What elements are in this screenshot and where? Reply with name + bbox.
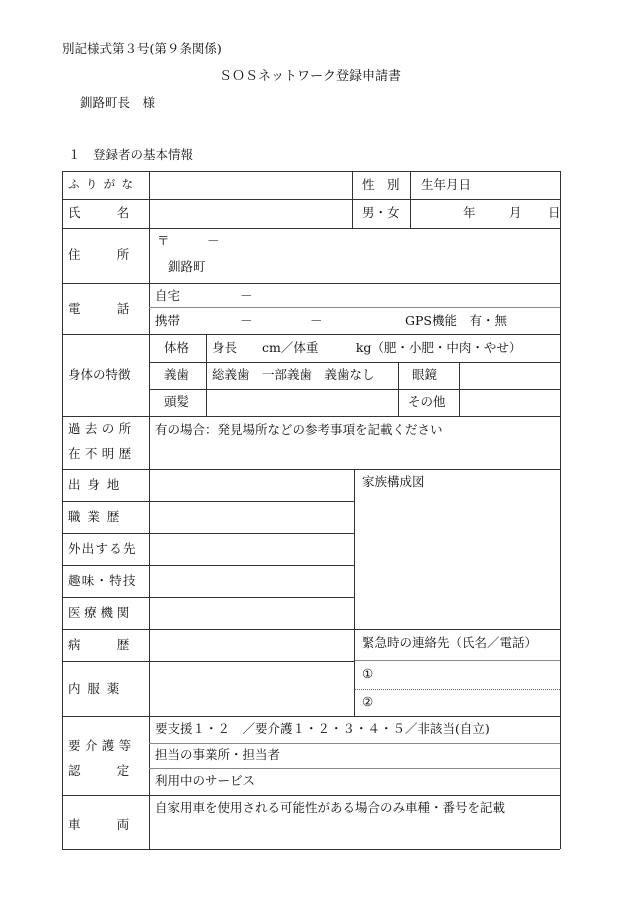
label-phone: 電 話 [68,301,134,316]
label-emergency: 緊急時の連絡先（氏名／電話） [362,635,538,650]
label-history: 病 歴 [68,637,134,652]
denture-options: 総義歯 一部義歯 義歯なし [212,367,375,382]
addressee: 釧路町長 様 [80,95,156,110]
label-vehicle: 車 両 [68,817,134,832]
label-birthdate: 生年月日 [421,177,472,192]
care-office: 担当の事業所・担当者 [155,747,281,762]
gps-option: GPS機能 有・無 [405,313,507,328]
label-care-2: 認 定 [68,763,134,778]
label-glasses: 眼鏡 [412,367,438,382]
label-care-1: 要介護等 [68,738,136,753]
emergency-1: ① [362,666,374,681]
label-other: その他 [408,394,446,409]
care-level: 要支援１・２ ／要介護１・２・３・４・５／非該当(自立) [155,721,490,736]
label-build: 体格 [164,340,190,355]
label-name: 氏 名 [68,205,134,220]
label-missing-2: 在不明歴 [68,446,136,461]
form-number: 別記様式第３号(第９条関係) [62,41,222,56]
mobile-dash-1: － [240,313,253,328]
label-medical: 医療機関 [68,605,134,620]
label-medicine: 内服薬 [68,681,127,696]
vehicle-note: 自家用車を使用される可能性がある場合のみ車種・番号を記載 [155,800,506,815]
label-address: 住 所 [68,247,134,262]
label-missing-1: 過去の所 [68,421,136,436]
emergency-2: ② [362,694,374,709]
birth-month: 月 [509,205,522,220]
label-family: 家族構成図 [362,474,425,489]
label-gender: 性 別 [362,177,400,192]
label-destinations: 外出する先 [68,541,137,556]
label-career: 職業歴 [68,509,127,524]
height-weight: 身長 cm／体重 kg（肥・小肥・中肉・やせ） [212,340,522,355]
form-title: ＳＯＳネットワーク登録申請書 [219,69,402,84]
gender-options: 男・女 [362,205,400,220]
postal-code: 〒 － [157,233,220,248]
care-service: 利用中のサービス [155,773,256,788]
label-dentures: 義歯 [164,367,190,382]
address-town: 釧路町 [168,259,206,274]
label-furigana: ふりがな [68,177,140,191]
section-heading: １ 登録者の基本情報 [68,147,194,162]
missing-note: 有の場合：発見場所などの参考事項を記載ください [155,422,443,437]
label-hair: 頭髪 [164,394,190,409]
label-physical: 身体の特徴 [68,367,131,382]
label-home-phone: 自宅 [155,288,181,303]
birth-day: 日 [548,205,561,220]
birth-year: 年 [463,205,476,220]
mobile-dash-2: － [310,313,323,328]
home-phone-dash: － [240,288,253,303]
label-birthplace: 出身地 [68,477,127,492]
label-hobbies: 趣味・特技 [68,573,137,588]
label-mobile-phone: 携帯 [155,313,181,328]
